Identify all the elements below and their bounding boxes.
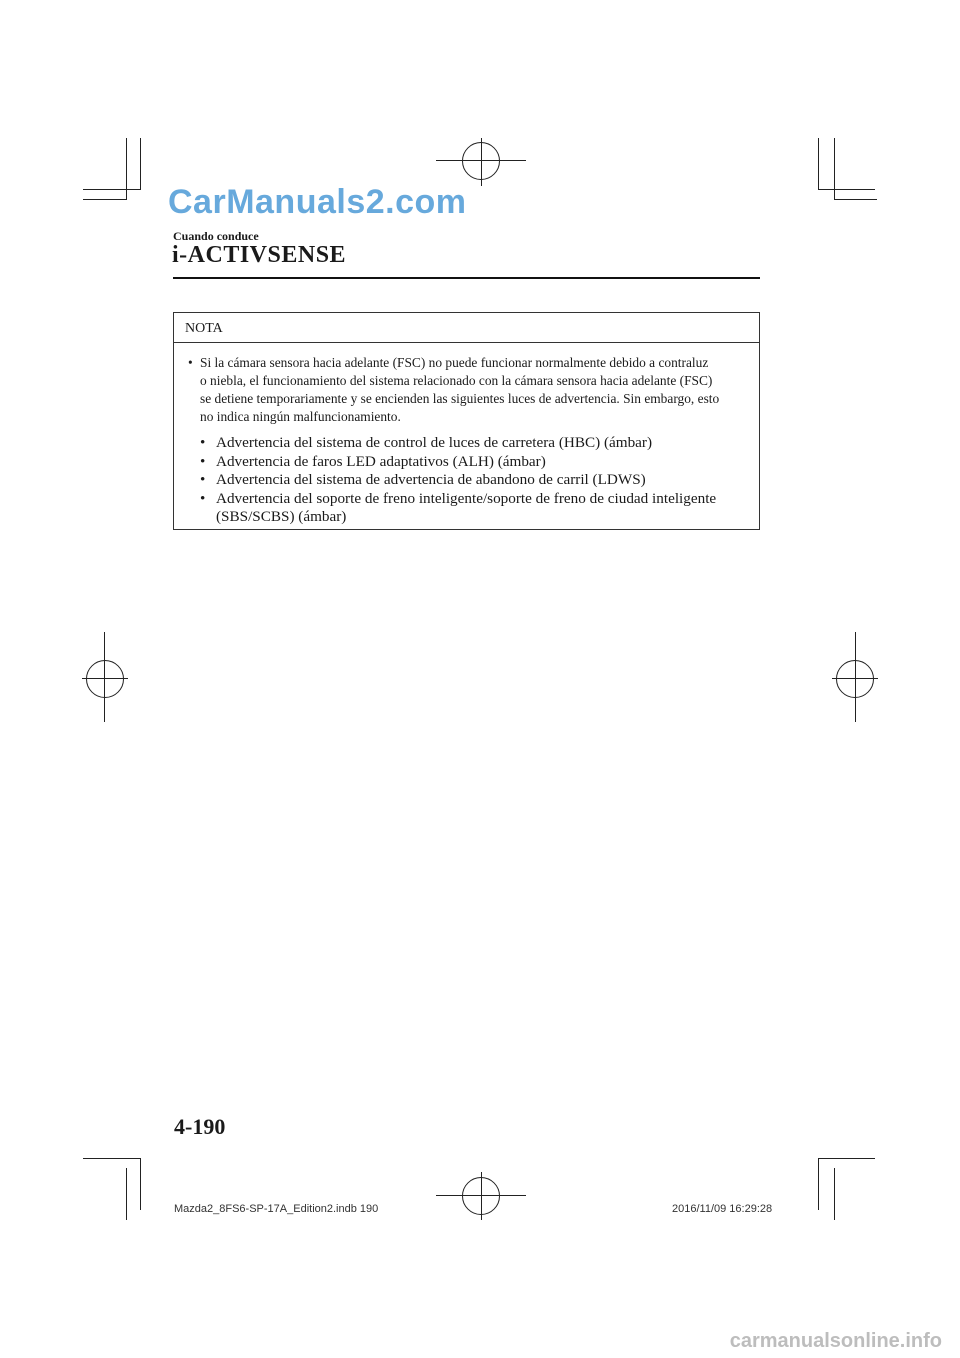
list-item-text: Advertencia del sistema de advertencia de abandono de carril (LDWS): [216, 471, 646, 488]
warning-list: [200, 434, 747, 527]
page-title: i-ACTIVSENSE: [172, 242, 347, 268]
paragraph-line: no indica ningún malfuncionamiento.: [200, 409, 401, 424]
list-item-text: Advertencia del sistema de control de luces de carretera (HBC) (ámbar): [216, 434, 653, 451]
bullet-icon: •: [200, 471, 206, 488]
note-body: [174, 343, 759, 527]
list-item-text: Advertencia del soporte de freno inteligente/soporte de freno de ciudad inteligente: [216, 489, 717, 507]
list-item: [200, 453, 747, 472]
list-item: [200, 434, 747, 453]
list-item-text: (SBS/SCBS) (ámbar): [216, 508, 347, 525]
list-item: [200, 471, 747, 490]
list-item: [200, 490, 747, 509]
bullet-icon: •: [200, 489, 206, 507]
note-heading: NOTA: [174, 313, 759, 343]
note-box: [173, 312, 760, 530]
footer-timestamp: 2016/11/09 16:29:28: [672, 1203, 773, 1215]
watermark-logo: CarManuals2.com: [168, 183, 467, 221]
note-paragraph: [188, 354, 747, 426]
page-number: 4-190: [174, 1114, 226, 1139]
list-item-text: Advertencia de faros LED adaptativos (ALH) (ámbar): [216, 452, 546, 470]
bullet-icon: •: [200, 452, 206, 470]
bullet-icon: •: [188, 355, 193, 370]
list-item-continuation: [200, 508, 747, 527]
paragraph-line: Si la cámara sensora hacia adelante (FSC) no puede funcionar normalmente debido a contraluz: [200, 355, 709, 370]
section-kicker: Cuando conduce: [173, 229, 259, 243]
footer-file: Mazda2_8FS6-SP-17A_Edition2.indb 190: [174, 1203, 379, 1215]
bullet-icon: •: [200, 434, 206, 451]
paragraph-line: o niebla, el funcionamiento del sistema relacionado con la cámara sensora hacia adelante (FSC): [200, 373, 713, 388]
site-watermark: carmanualsonline.info: [729, 1330, 942, 1352]
title-divider: [173, 277, 760, 279]
paragraph-line: se detiene temporariamente y se encienden las siguientes luces de advertencia. Sin embargo, esto: [200, 391, 720, 406]
